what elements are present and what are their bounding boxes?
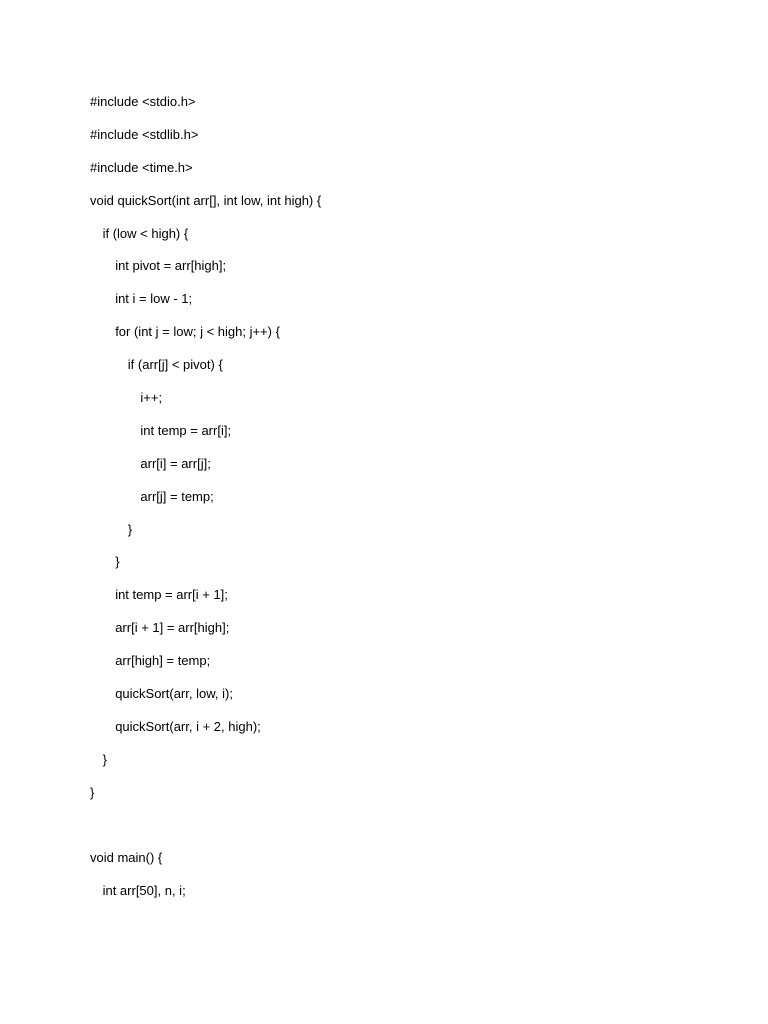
code-line: if (arr[j] < pivot) {	[127, 357, 223, 373]
code-line: void quickSort(int arr[], int low, int high) {	[90, 192, 322, 208]
code-line: int temp = arr[i + 1];	[115, 587, 228, 603]
code-line: arr[i + 1] = arr[high];	[115, 620, 230, 636]
code-line: }	[102, 751, 107, 767]
code-line: arr[i] = arr[j];	[140, 455, 211, 471]
code-line: #include <time.h>	[90, 159, 193, 175]
code-line: arr[j] = temp;	[140, 488, 214, 504]
code-line: #include <stdio.h>	[90, 94, 196, 109]
code-listing	[90, 92, 321, 914]
code-line: }	[90, 784, 95, 800]
code-line: quickSort(arr, i + 2, high);	[115, 718, 261, 734]
code-line: }	[115, 554, 120, 570]
code-line: quickSort(arr, low, i);	[115, 686, 233, 702]
code-line: if (low < high) {	[102, 225, 189, 241]
code-line: int pivot = arr[high];	[115, 258, 227, 274]
code-line: #include <stdlib.h>	[90, 126, 199, 142]
blank-line	[90, 816, 321, 849]
code-line: void main() {	[90, 850, 163, 866]
code-line: int temp = arr[i];	[140, 422, 232, 438]
code-line: for (int j = low; j < high; j++) {	[115, 324, 280, 340]
code-line: i++;	[140, 390, 163, 406]
code-line: int arr[50], n, i;	[102, 883, 186, 899]
code-line: arr[high] = temp;	[115, 653, 211, 669]
code-line: int i = low - 1;	[115, 291, 193, 307]
code-line: }	[127, 521, 133, 537]
